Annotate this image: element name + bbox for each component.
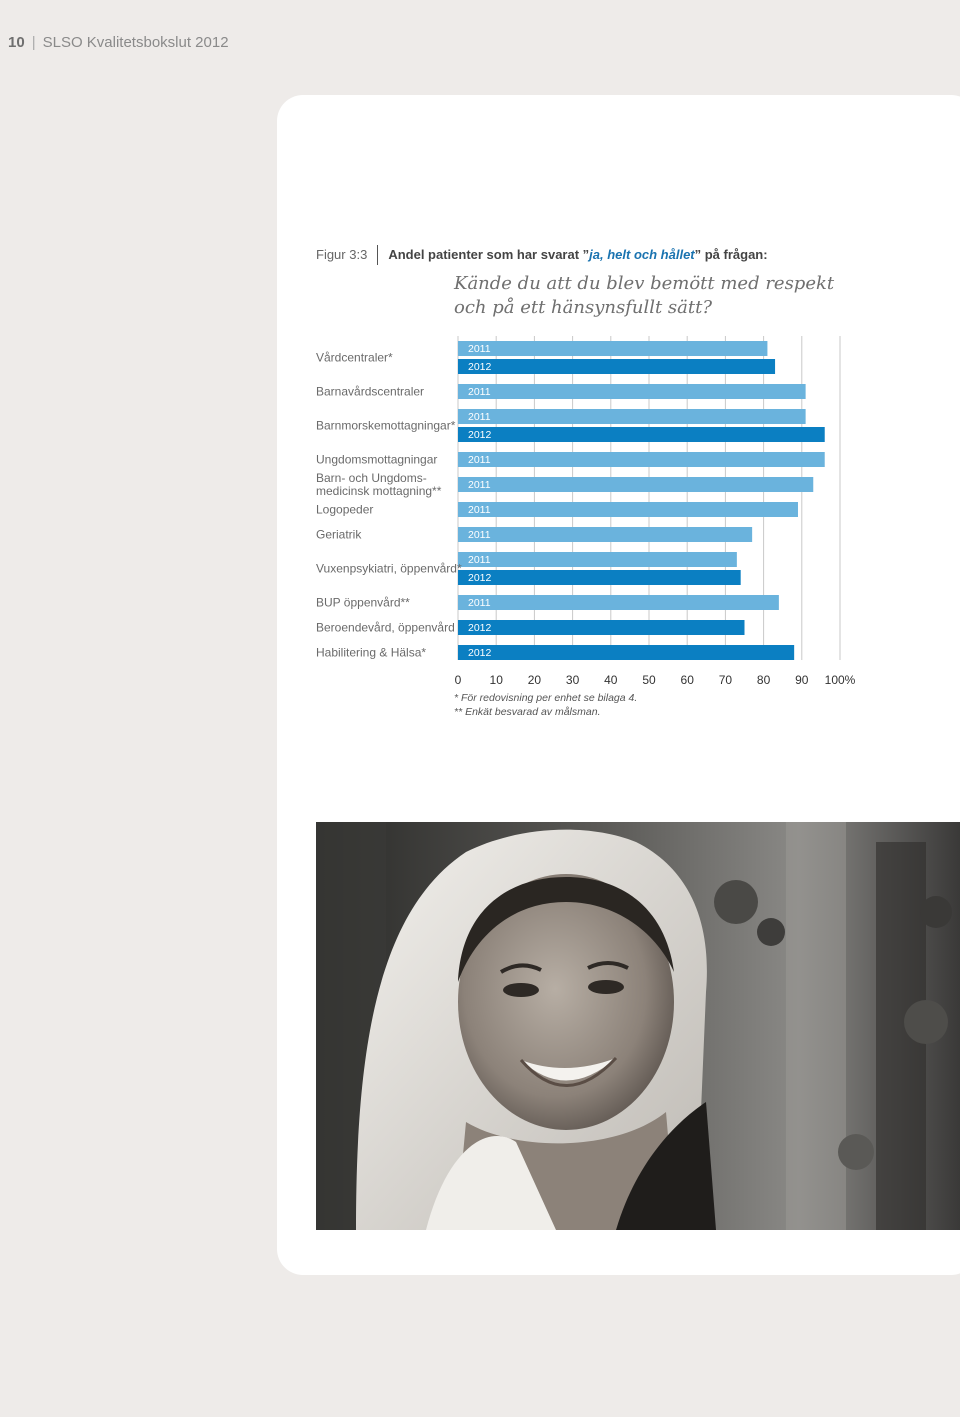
bar [458, 620, 745, 635]
header-separator: | [31, 34, 36, 51]
bar-year-label: 2011 [468, 479, 491, 491]
category-label: Barnmorskemottagningar* [316, 418, 456, 433]
x-tick-label: 70 [718, 673, 733, 687]
x-tick-label: 80 [756, 673, 771, 687]
bar-year-label: 2012 [468, 572, 492, 584]
x-tick-label: 0 [454, 673, 462, 687]
portrait-photo [316, 822, 960, 1230]
x-tick-label: 90 [795, 673, 809, 687]
bar [458, 527, 752, 542]
x-tick-label: 40 [604, 673, 618, 687]
bar [458, 502, 798, 517]
bar [458, 570, 741, 585]
x-tick-label: 50 [642, 673, 656, 687]
bar-chart [0, 0, 960, 700]
bar [458, 645, 794, 660]
bar-year-label: 2012 [468, 361, 492, 373]
footnote-1: * För redovisning per enhet se bilaga 4. [454, 692, 638, 704]
category-label: Vårdcentraler* [316, 350, 393, 365]
category-label: Habilitering & Hälsa* [316, 645, 427, 660]
bar-year-label: 2011 [468, 411, 491, 423]
page-number: 10 [8, 34, 25, 51]
category-label: Geriatrik [316, 527, 362, 542]
bar [458, 595, 779, 610]
figure-title-suffix: ” på frågan: [694, 247, 768, 262]
bar [458, 427, 825, 442]
category-label: Barnavårdscentraler [316, 384, 425, 399]
bar-year-label: 2012 [468, 647, 492, 659]
bar-year-label: 2011 [468, 529, 491, 541]
bar-year-label: 2011 [468, 597, 491, 609]
x-tick-label: 60 [680, 673, 694, 687]
category-label: Beroendevård, öppenvård [316, 620, 455, 635]
bar-year-label: 2011 [468, 554, 491, 566]
bar [458, 359, 775, 374]
x-tick-label: 30 [565, 673, 580, 687]
bar-year-label: 2011 [468, 386, 491, 398]
bar [458, 452, 825, 467]
survey-question-line-2: och på ett hänsynsfullt sätt? [454, 297, 713, 318]
figure-title-answer: ja, helt och hållet [589, 247, 695, 262]
bar [458, 477, 813, 492]
bar [458, 341, 767, 356]
bar [458, 552, 737, 567]
bar [458, 409, 806, 424]
portrait-photo-illustration [316, 822, 960, 1230]
category-label: Ungdomsmottagningar [316, 452, 438, 467]
bar-year-label: 2012 [468, 622, 492, 634]
figure-label: Figur 3:3 [316, 247, 368, 262]
category-label: Barn- och Ungdoms- [316, 471, 427, 485]
x-tick-label: 100% [824, 673, 856, 687]
bar-year-label: 2012 [468, 429, 492, 441]
category-label: Vuxenpsykiatri, öppenvård* [316, 561, 462, 576]
bar-year-label: 2011 [468, 454, 491, 466]
bar [458, 384, 806, 399]
x-tick-label: 10 [489, 673, 503, 687]
category-label: medicinsk mottagning** [316, 484, 442, 498]
category-label: Logopeder [316, 502, 374, 517]
bar-year-label: 2011 [468, 504, 491, 516]
survey-question-line-1: Kände du att du blev bemött med respekt [454, 273, 835, 294]
footnote-2: ** Enkät besvarad av målsman. [454, 706, 601, 718]
publication-title: SLSO Kvalitetsbokslut 2012 [42, 34, 229, 51]
bar-year-label: 2011 [468, 343, 491, 355]
figure-title-prefix: Andel patienter som har svarat ” [388, 247, 590, 262]
x-tick-label: 20 [527, 673, 542, 687]
category-label: BUP öppenvård** [316, 595, 410, 610]
